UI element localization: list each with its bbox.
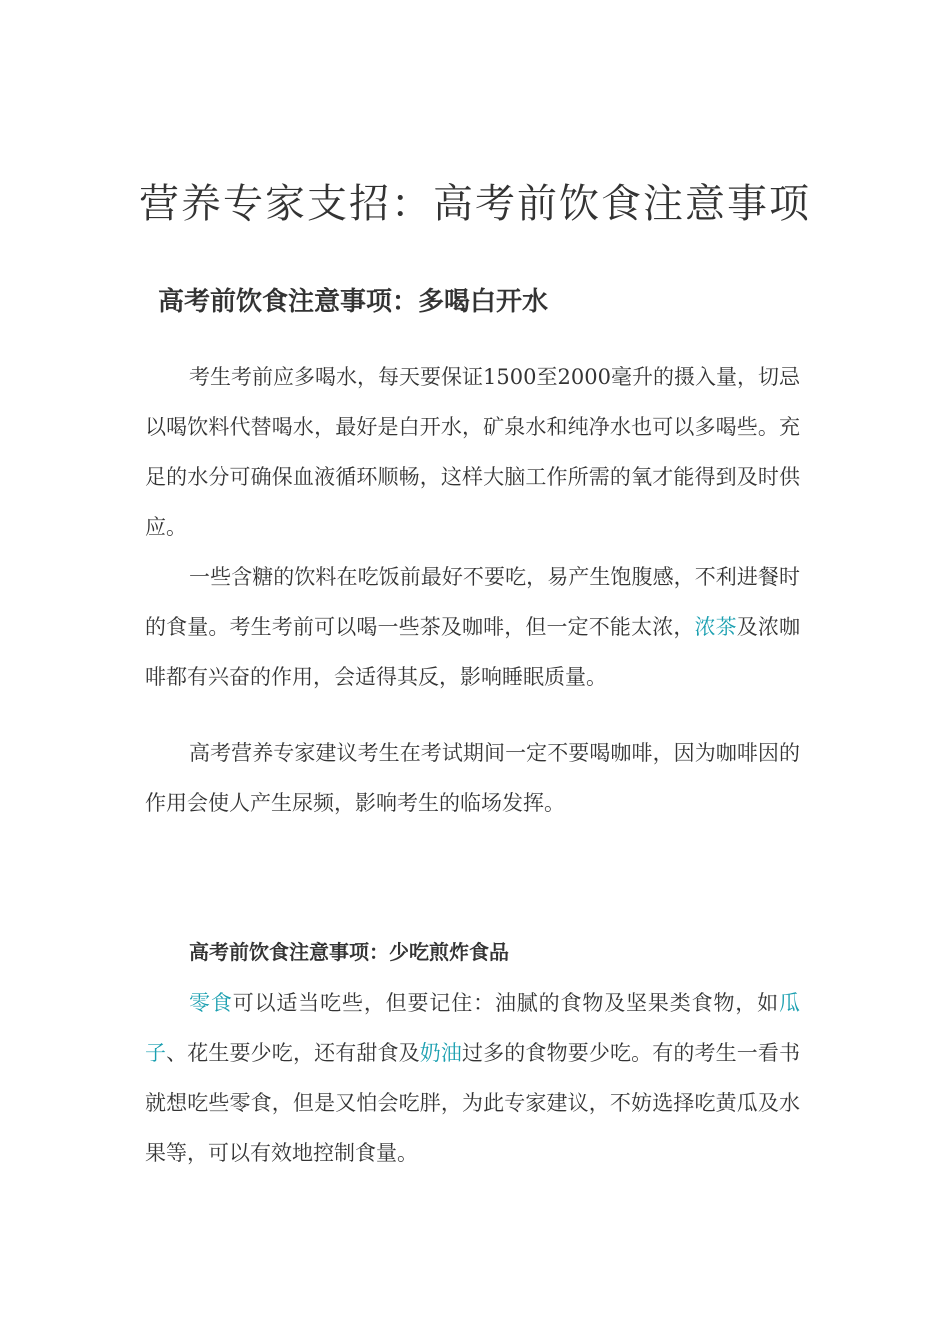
section-heading-fried-food: 高考前饮食注意事项：少吃煎炸食品 [189, 940, 509, 964]
link-strong-tea[interactable]: 浓茶 [694, 615, 737, 639]
paragraph-drinks-text-a: 一些含糖的饮料在吃饭前最好不要吃，易产生饱腹感，不利进餐时的食量。考生考前可以喝一些茶及咖啡，但一定不能太浓， [145, 565, 800, 639]
paragraph-snacks-text-a: 可以适当吃些，但要记住：油腻的食物及坚果类食物，如 [232, 991, 780, 1015]
link-cream[interactable]: 奶油 [419, 1041, 463, 1065]
section-heading-water: 高考前饮食注意事项：多喝白开水 [158, 287, 549, 317]
paragraph-snacks-text-c: 过多的食物要少吃。有的考生一看书就想吃些零食，但是又怕会吃胖，为此专家建议，不妨选择吃黄瓜及水果等，可以有效地控制食量。 [145, 1041, 801, 1165]
paragraph-snacks-text-b: 、花生要少吃，还有甜食及 [166, 1041, 420, 1065]
paragraph-snacks [145, 978, 800, 1178]
paragraph-water: 考生考前应多喝水，每天要保证1500至2000毫升的摄入量，切忌以喝饮料代替喝水，最好是白开水，矿泉水和纯净水也可以多喝些。充足的水分可确保血液循环顺畅，这样大脑工作所需的氧才能得到及时供应。 [145, 365, 800, 539]
paragraph-drinks [145, 552, 800, 702]
link-snacks[interactable]: 零食 [189, 991, 233, 1015]
paragraph-drinks-text-b: 及浓咖啡都有兴奋的作用，会适得其反，影响睡眠质量。 [145, 615, 801, 689]
paragraph-coffee: 高考营养专家建议考生在考试期间一定不要喝咖啡，因为咖啡因的作用会使人产生尿频，影响考生的临场发挥。 [145, 741, 800, 815]
page-title: 营养专家支招：高考前饮食注意事项 [139, 181, 811, 227]
link-melon-seeds[interactable]: 瓜子 [145, 991, 801, 1065]
